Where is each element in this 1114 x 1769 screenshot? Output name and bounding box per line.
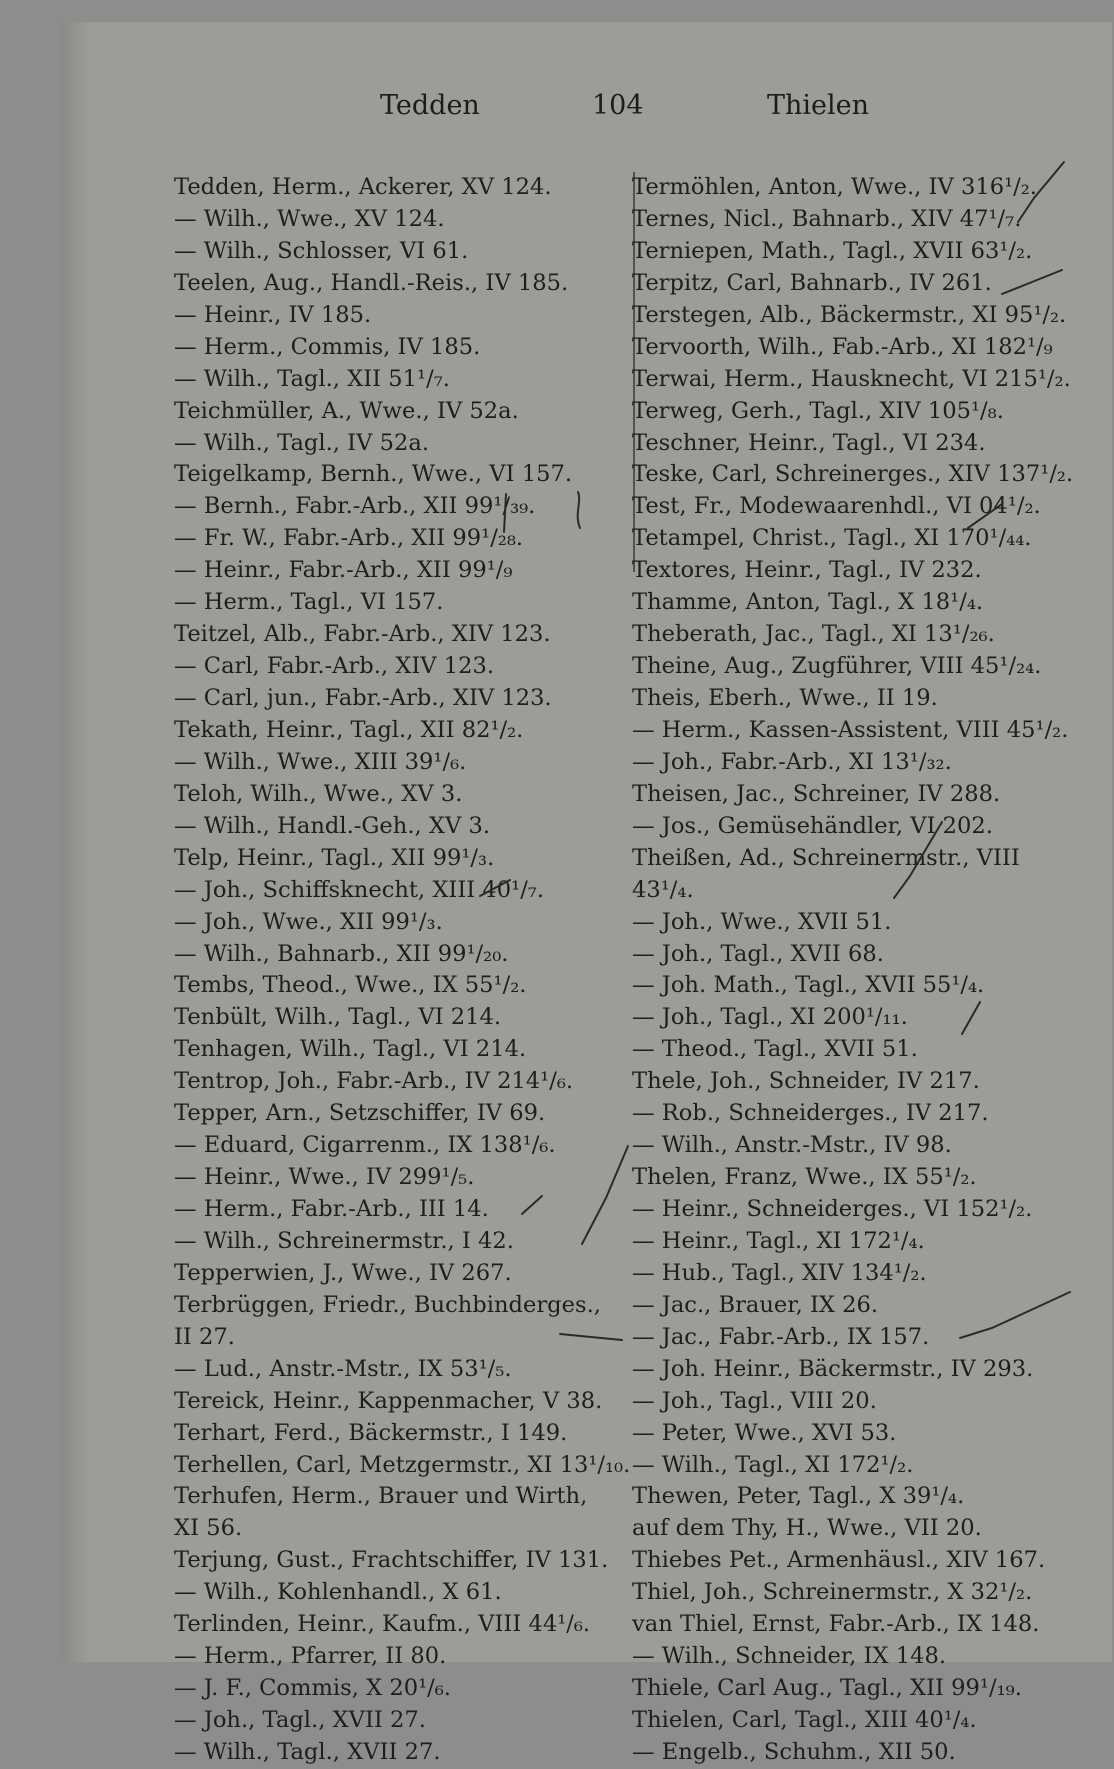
directory-entry: — Jac., Fabr.-Arb., IX 157. [632,1323,930,1350]
directory-entry: Theberath, Jac., Tagl., XI 13¹/₂₆. [632,621,995,648]
directory-entry: Thiebes Pet., Armenhäusl., XIV 167. [632,1547,1046,1574]
directory-entry: — Fr. W., Fabr.-Arb., XII 99¹/₂₈. [174,525,524,552]
pencil-tick-mark [560,1334,622,1340]
directory-entry: Thewen, Peter, Tagl., X 39¹/₄. [632,1483,965,1510]
directory-entry: — Bernh., Fabr.-Arb., XII 99¹/₃₉. [174,493,536,520]
directory-entry: — Heinr., IV 185. [174,301,372,328]
directory-entry: — Wilh., Wwe., XIII 39¹/₆. [174,748,467,775]
directory-entry: — Theod., Tagl., XVII 51. [632,1036,918,1063]
directory-entry: — Joh. Heinr., Bäckermstr., IV 293. [632,1355,1034,1382]
directory-entry: Terbrüggen, Friedr., Buchbinderges., [174,1291,601,1318]
directory-entry: Tereick, Heinr., Kappenmacher, V 38. [174,1387,603,1414]
directory-entry: — Lud., Anstr.-Mstr., IX 53¹/₅. [174,1355,512,1382]
pencil-tick-mark [894,822,942,898]
directory-entry: — Joh. Math., Tagl., XVII 55¹/₄. [632,972,985,999]
directory-entry: — Wilh., Schreinermstr., I 42. [174,1227,514,1254]
directory-entry: van Thiel, Ernst, Fabr.-Arb., IX 148. [632,1611,1040,1638]
header-right-keyword: Thielen [767,90,870,121]
pencil-tick-mark [962,1002,980,1034]
directory-page [62,22,1112,1765]
directory-entry: II 27. [174,1323,235,1350]
pencil-tick-mark [582,1146,628,1244]
directory-entry: — Wilh., Tagl., IV 52a. [174,429,429,456]
directory-entry: Thiele, Carl Aug., Tagl., XII 99¹/₁₉. [632,1675,1022,1702]
directory-entry: — Heinr., Wwe., IV 299¹/₅. [174,1164,475,1191]
directory-entry: Terlinden, Heinr., Kaufm., VIII 44¹/₆. [174,1611,591,1638]
directory-entry: Tervoorth, Wilh., Fab.-Arb., XI 182¹/₉ [632,333,1053,360]
directory-entry: — Herm., Pfarrer, II 80. [174,1643,447,1670]
directory-entry: auf dem Thy, H., Wwe., VII 20. [632,1515,982,1542]
directory-entry: Tenbült, Wilh., Tagl., VI 214. [174,1004,502,1031]
directory-entry: Terhellen, Carl, Metzgermstr., XI 13¹/₁₀. [174,1451,631,1478]
pencil-scribble-mark [578,492,580,528]
directory-entry: Tembs, Theod., Wwe., IX 55¹/₂. [174,972,527,999]
directory-entry: Terhart, Ferd., Bäckermstr., I 149. [174,1419,568,1446]
directory-entry: Teschner, Heinr., Tagl., VI 234. [632,429,986,456]
directory-entry: Thielen, Carl, Tagl., XIII 40¹/₄. [632,1707,977,1733]
directory-entry: — Eduard, Cigarrenm., IX 138¹/₆. [174,1132,556,1159]
directory-entry: — Hub., Tagl., XIV 134¹/₂. [632,1259,927,1286]
directory-entry: — Joh., Schiffsknecht, XIII 40¹/₇. [174,876,545,903]
directory-entry: — Rob., Schneiderges., IV 217. [632,1100,989,1127]
directory-entry: Theis, Eberh., Wwe., II 19. [632,685,938,711]
directory-entry: — Joh., Tagl., VIII 20. [632,1387,877,1414]
directory-entry: 43¹/₄. [632,876,694,903]
directory-entry: — Herm., Kassen-Assistent, VIII 45¹/₂. [632,716,1069,743]
directory-entry: — Herm., Tagl., VI 157. [174,589,444,616]
directory-entry: Tepperwien, J., Wwe., IV 267. [174,1259,512,1286]
directory-entry: — Heinr., Fabr.-Arb., XII 99¹/₉ [174,557,513,584]
directory-entry: — Carl, Fabr.-Arb., XIV 123. [174,653,495,680]
directory-entry: — Wilh., Schneider, IX 148. [632,1643,946,1670]
directory-entry: — Wilh., Tagl., XII 51¹/₇. [174,365,450,392]
directory-entry: — Wilh., Bahnarb., XII 99¹/₂₀. [174,940,509,967]
pencil-bracket-mark [504,494,506,532]
handwritten-pencil-marks [62,22,1112,1662]
directory-entry: — Wilh., Kohlenhandl., X 61. [174,1579,502,1606]
directory-entry: Terwai, Herm., Hausknecht, VI 215¹/₂. [632,365,1071,392]
directory-entry: — Wilh., Schlosser, VI 61. [174,237,469,264]
page-number: 104 [592,90,644,121]
directory-entry: — Peter, Wwe., XVI 53. [632,1419,897,1446]
directory-entry: Terweg, Gerh., Tagl., XIV 105¹/₈. [632,397,1004,424]
directory-entry: — Joh., Tagl., XVII 27. [174,1707,426,1733]
directory-entry: Test, Fr., Modewaarenhdl., VI 04¹/₂. [632,493,1041,520]
directory-entry: — Engelb., Schuhm., XII 50. [632,1738,956,1765]
directory-entry: Tetampel, Christ., Tagl., XI 170¹/₄₄. [632,525,1032,552]
directory-entry: Theisen, Jac., Schreiner, IV 288. [632,780,1001,807]
pencil-tick-mark [480,880,510,896]
directory-entry: Terniepen, Math., Tagl., XVII 63¹/₂. [632,237,1033,264]
directory-entry: — Jos., Gemüsehändler, VI 202. [632,812,993,839]
directory-entry: Textores, Heinr., Tagl., IV 232. [632,557,982,584]
directory-entry: Thiel, Joh., Schreinermstr., X 32¹/₂. [632,1579,1033,1606]
directory-entry: — J. F., Commis, X 20¹/₆. [174,1675,451,1702]
directory-entry: — Wilh., Tagl., XI 172¹/₂. [632,1451,914,1478]
directory-entry: — Wilh., Tagl., XVII 27. [174,1738,441,1765]
header-left-keyword: Tedden [380,90,480,121]
pencil-tick-mark [1002,270,1062,294]
pencil-tick-mark [1018,162,1064,222]
directory-entry: Tenhagen, Wilh., Tagl., VI 214. [174,1036,527,1063]
directory-entry: Tentrop, Joh., Fabr.-Arb., IV 214¹/₆. [174,1068,574,1095]
pencil-tick-mark [522,1196,542,1214]
pencil-tick-mark [968,504,1002,528]
directory-entry: Theine, Aug., Zugführer, VIII 45¹/₂₄. [632,653,1042,680]
directory-entry: Teske, Carl, Schreinerges., XIV 137¹/₂. [632,461,1074,488]
directory-entry: Tekath, Heinr., Tagl., XII 82¹/₂. [174,716,524,743]
directory-entry: — Wilh., Anstr.-Mstr., IV 98. [632,1132,952,1159]
directory-entry: Telp, Heinr., Tagl., XII 99¹/₃. [174,844,495,871]
directory-entry: Teigelkamp, Bernh., Wwe., VI 157. [174,461,573,488]
directory-entry: Thele, Joh., Schneider, IV 217. [632,1068,980,1095]
directory-entry: Teloh, Wilh., Wwe., XV 3. [174,780,463,807]
directory-entry: Terjung, Gust., Frachtschiffer, IV 131. [174,1547,609,1574]
directory-entry: XI 56. [174,1515,243,1542]
directory-entry: Teichmüller, A., Wwe., IV 52a. [174,397,519,424]
directory-entry: — Herm., Fabr.-Arb., III 14. [174,1196,489,1222]
directory-entry: Theißen, Ad., Schreinermstr., VIII [632,844,1020,871]
directory-entry: — Wilh., Handl.-Geh., XV 3. [174,812,491,839]
directory-entry: — Joh., Wwe., XVII 51. [632,908,892,935]
pencil-tick-mark [960,1292,1070,1338]
directory-entry: — Heinr., Tagl., XI 172¹/₄. [632,1227,925,1254]
directory-entry: Thamme, Anton, Tagl., X 18¹/₄. [632,589,984,616]
directory-entry: — Herm., Commis, IV 185. [174,333,481,360]
directory-entry: Terstegen, Alb., Bäckermstr., XI 95¹/₂. [632,301,1067,328]
directory-entry: Tedden, Herm., Ackerer, XV 124. [174,174,552,200]
directory-entry: — Carl, jun., Fabr.-Arb., XIV 123. [174,685,552,711]
directory-entry: Termöhlen, Anton, Wwe., IV 316¹/₂. [632,174,1037,200]
directory-entry: — Joh., Wwe., XII 99¹/₃. [174,908,443,935]
directory-entry: — Heinr., Schneiderges., VI 152¹/₂. [632,1196,1033,1222]
directory-entry: — Joh., Tagl., XI 200¹/₁₁. [632,1004,908,1031]
directory-entry: Tepper, Arn., Setzschiffer, IV 69. [174,1100,546,1127]
directory-entry: — Wilh., Wwe., XV 124. [174,205,445,232]
directory-entry: Teelen, Aug., Handl.-Reis., IV 185. [174,269,569,296]
directory-entry: — Jac., Brauer, IX 26. [632,1291,879,1318]
directory-entry: — Joh., Tagl., XVII 68. [632,940,884,967]
directory-entry: Terhufen, Herm., Brauer und Wirth, [174,1483,588,1510]
directory-entry: Terpitz, Carl, Bahnarb., IV 261. [632,269,992,296]
directory-entry: — Joh., Fabr.-Arb., XI 13¹/₃₂. [632,748,952,775]
directory-entry: Teitzel, Alb., Fabr.-Arb., XIV 123. [174,621,551,648]
directory-entry: Ternes, Nicl., Bahnarb., XIV 47¹/₇. [632,205,1022,232]
directory-entry: Thelen, Franz, Wwe., IX 55¹/₂. [632,1164,977,1191]
